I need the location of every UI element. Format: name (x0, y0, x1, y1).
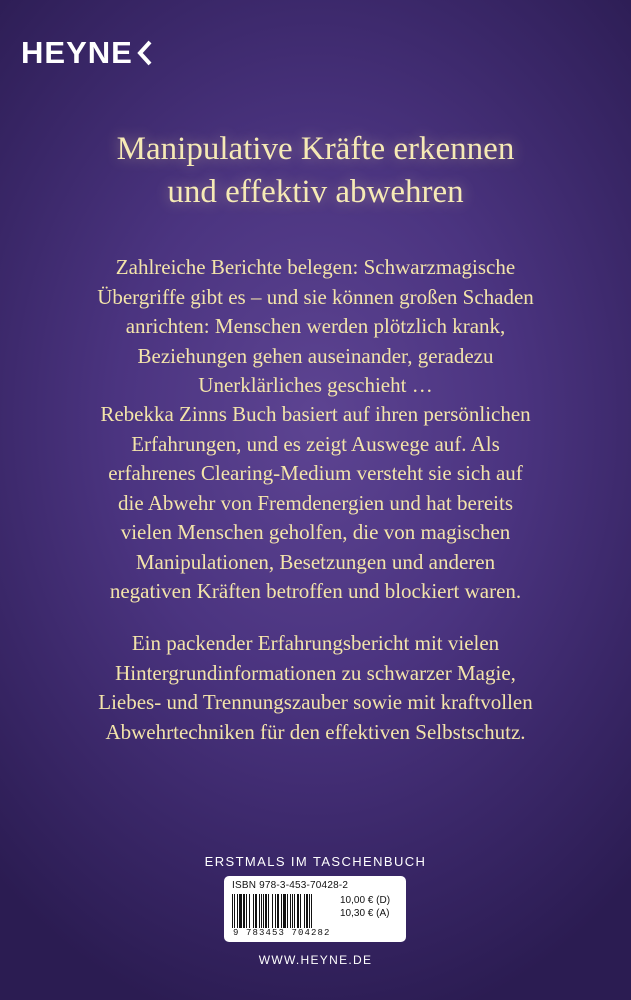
barcode-digits: 9 783453 704282 (233, 928, 331, 938)
price-austria: 10,30 € (A) (340, 908, 390, 919)
publisher-logo (21, 36, 153, 70)
blurb-line: Liebes- und Trennungszauber sowie mit kraftvollen (98, 690, 533, 714)
barcode-image (232, 894, 326, 932)
blurb-line: Beziehungen gehen auseinander, geradezu (137, 343, 494, 368)
blurb-paragraph-2 (0, 400, 631, 607)
barcode-label (224, 876, 406, 942)
blurb-line: Manipulationen, Besetzungen und anderen (135, 549, 496, 574)
blurb-line: Abwehrtechniken für den effektiven Selbstschutz. (105, 719, 526, 744)
blurb-paragraph-3 (0, 629, 631, 747)
blurb-line: negativen Kräften betroffen und blockiert waren. (109, 579, 522, 603)
cover-headline (0, 128, 631, 214)
blurb-line: Unerklärliches geschieht … (198, 373, 433, 397)
blurb-line: anrichten: Menschen werden plötzlich krank, (125, 314, 506, 338)
isbn-text: ISBN 978-3-453-70428-2 (232, 880, 349, 891)
blurb-paragraph-1 (0, 253, 631, 401)
blurb-line: Zahlreiche Berichte belegen: Schwarzmagische (115, 255, 516, 279)
headline-line: und effektiv abwehren (167, 174, 464, 210)
blurb-line: Übergriffe gibt es – und sie können großen Schaden (97, 284, 534, 309)
blurb-line: Rebekka Zinns Buch basiert auf ihren persönlichen (100, 402, 531, 426)
edition-note: ERSTMALS IM TASCHENBUCH (204, 854, 427, 869)
chevron-left-icon (137, 40, 153, 66)
blurb-line: Ein packender Erfahrungsbericht mit vielen (131, 631, 500, 655)
blurb-line: Hintergrundinformationen zu schwarzer Magie, (115, 660, 516, 685)
price-germany: 10,00 € (D) (340, 895, 391, 906)
headline-line: Manipulative Kräfte erkennen (116, 131, 515, 167)
blurb-line: die Abwehr von Fremdenergien und hat bereits (117, 490, 513, 515)
blurb-line: vielen Menschen geholfen, die von magischen (120, 520, 511, 544)
publisher-website: WWW.HEYNE.DE (258, 953, 373, 967)
logo-text: HEYNE (21, 35, 133, 70)
blurb-line: erfahrenes Clearing-Medium versteht sie sich auf (108, 461, 523, 485)
blurb-line: Erfahrungen, und es zeigt Auswege auf. Als (131, 431, 500, 456)
